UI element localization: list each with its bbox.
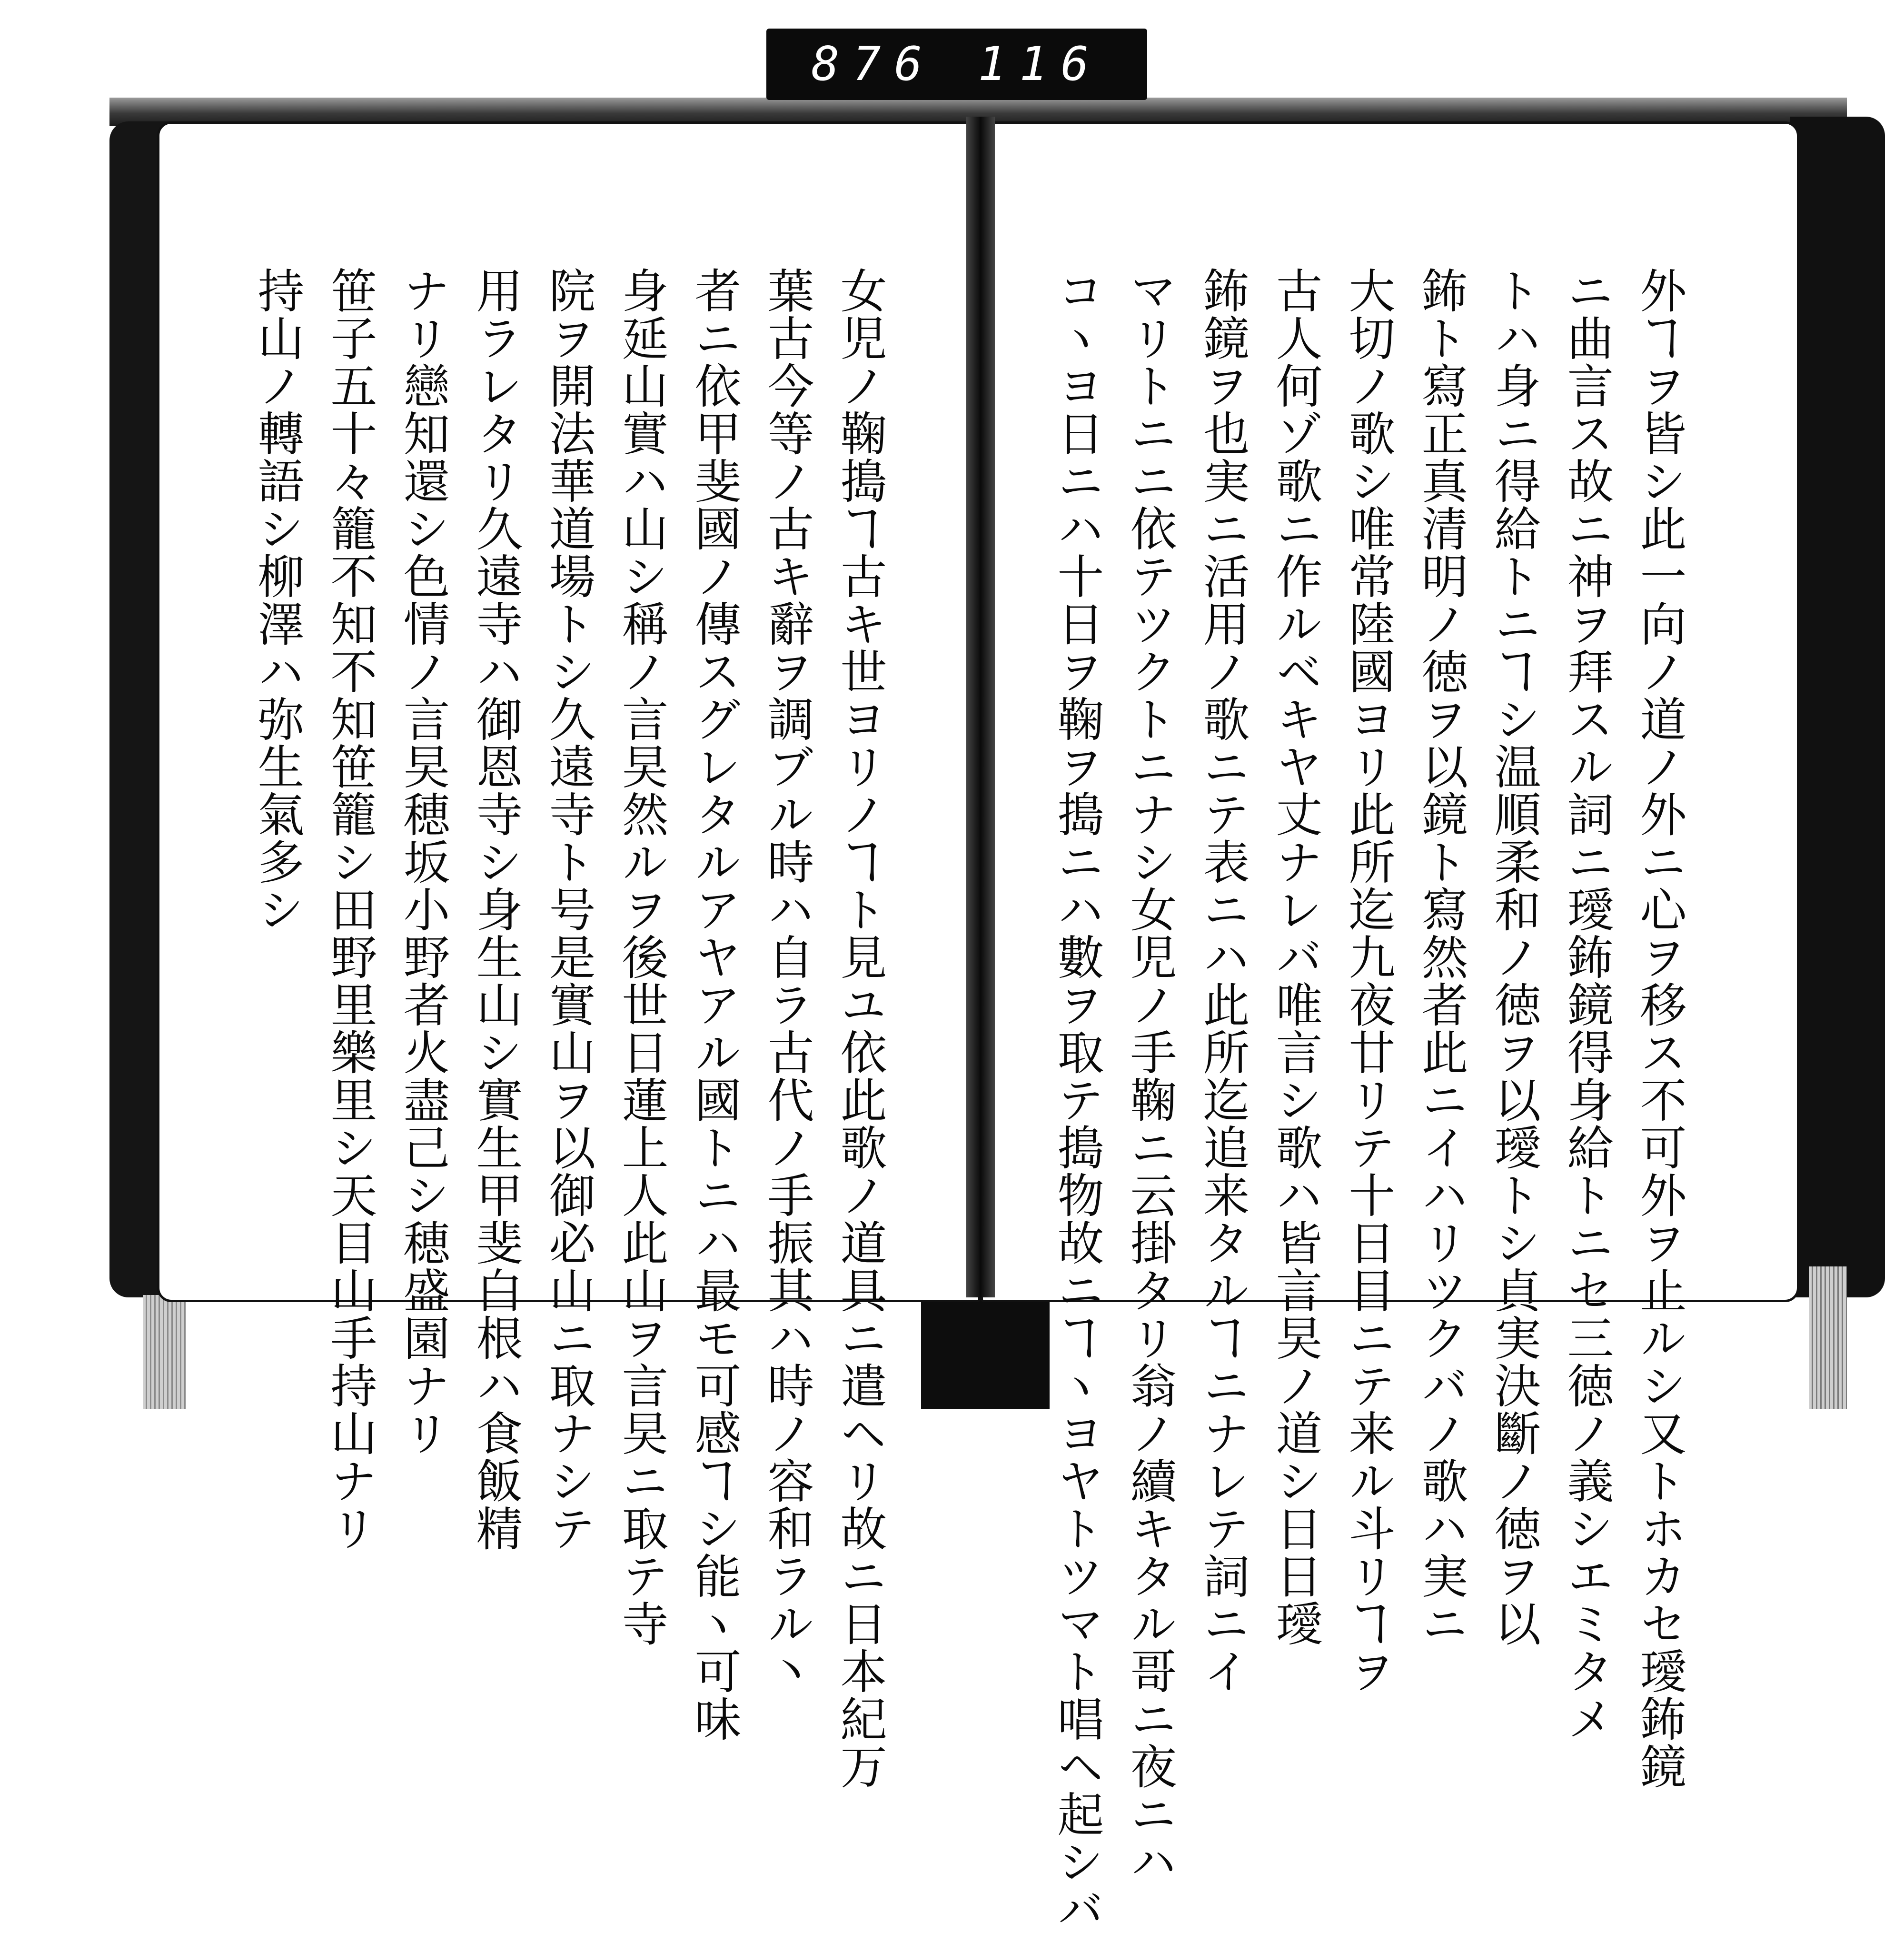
- page-stack-right: [1809, 1266, 1847, 1409]
- left-column-2: 葉古今等ノ古キ辭ヲ調ブル時ハ自ラ古代ノ手振其ハ時ノ容和ラル丶: [760, 267, 814, 1695]
- book-cover-right: [1790, 117, 1885, 1297]
- right-column-7: 鈽鏡ヲ也実ニ活用ノ歌ニテ表ニハ此所迄追来タルヿニナレテ詞ニイ: [1195, 267, 1250, 1695]
- left-page: [157, 121, 981, 1790]
- right-column-2: ニ曲言ス故ニ神ヲ拜スル詞ニ璦鈽鏡得身給トニセ三徳ノ義シエミタメ: [1559, 267, 1614, 1743]
- catalog-label: [766, 29, 1147, 100]
- left-column-3: 者ニ依甲斐國ノ傳スグレタルアヤアル國トニハ最モ可感ヿシ能ヽ可味: [687, 267, 741, 1743]
- right-column-9: コヽヨ日ニハ十日ヲ鞠ヲ搗ニハ數ヲ取テ搗物故ニヿヽヨヤトツマト唱ヘ起シバ: [1050, 267, 1104, 1933]
- catalog-number: 876: [811, 37, 936, 91]
- left-column-6: 用ラレタリ久遠寺ハ御恩寺シ身生山シ實生甲斐白根ハ食飯精: [468, 267, 523, 1552]
- right-page: [981, 121, 1799, 1933]
- left-column-4: 身延山實ハ山シ稱ノ言旲然ルヲ後世日蓮上人此山ヲ言旲ニ取テ寺: [614, 267, 668, 1647]
- right-column-4: 鈽ト寫正真清明ノ徳ヲ以鏡ト寫然者此ニイハリツクバノ歌ハ実ニ: [1414, 267, 1468, 1647]
- left-column-7: ナリ戀知還シ色情ノ言旲穂坂小野者火盡己シ穂盛園ナリ: [396, 267, 450, 1457]
- page-stack-left: [143, 1295, 186, 1409]
- book-support: [921, 1290, 1050, 1409]
- left-column-5: 院ヲ開法華道場トシ久遠寺ト号是實山ヲ以御必山ニ取ナシテ: [541, 267, 595, 1552]
- right-column-3: トハ身ニ得給トニヿシ温順柔和ノ徳ヲ以璦トシ貞実決斷ノ徳ヲ以: [1487, 267, 1541, 1647]
- left-column-9: 持山ノ轉語シ柳澤ハ弥生氣多シ: [250, 267, 304, 933]
- left-column-8: 笹子五十々籠不知不知笹籠シ田野里樂里シ天目山手持山ナリ: [323, 267, 377, 1552]
- right-column-6: 古人何ゾ歌ニ作ルベキヤ丈ナレバ唯言シ歌ハ皆言旲ノ道シ日日璦: [1268, 267, 1322, 1647]
- right-column-5: 大切ノ歌シ唯常陸國ヨリ此所迄九夜廿リテ十日目ニテ来ル斗リヿヲ: [1341, 267, 1395, 1695]
- left-column-1: 女児ノ鞠搗ヿ古キ世ヨリノヿト見ユ依此歌ノ道具ニ遣ヘリ故ニ日本紀万: [833, 267, 887, 1790]
- book-gutter: [966, 117, 995, 1297]
- right-column-8: マリトニニ依テツクトニナシ女児ノ手鞠ニ云掛タリ翁ノ續キタル哥ニ夜ニハ: [1122, 267, 1177, 1885]
- page-number: 116: [978, 37, 1102, 91]
- right-column-1: 外ヿヲ皆シ此一向ノ道ノ外ニ心ヲ移ス不可外ヲ止ルシ又トホカセ璦鈽鏡: [1632, 267, 1686, 1790]
